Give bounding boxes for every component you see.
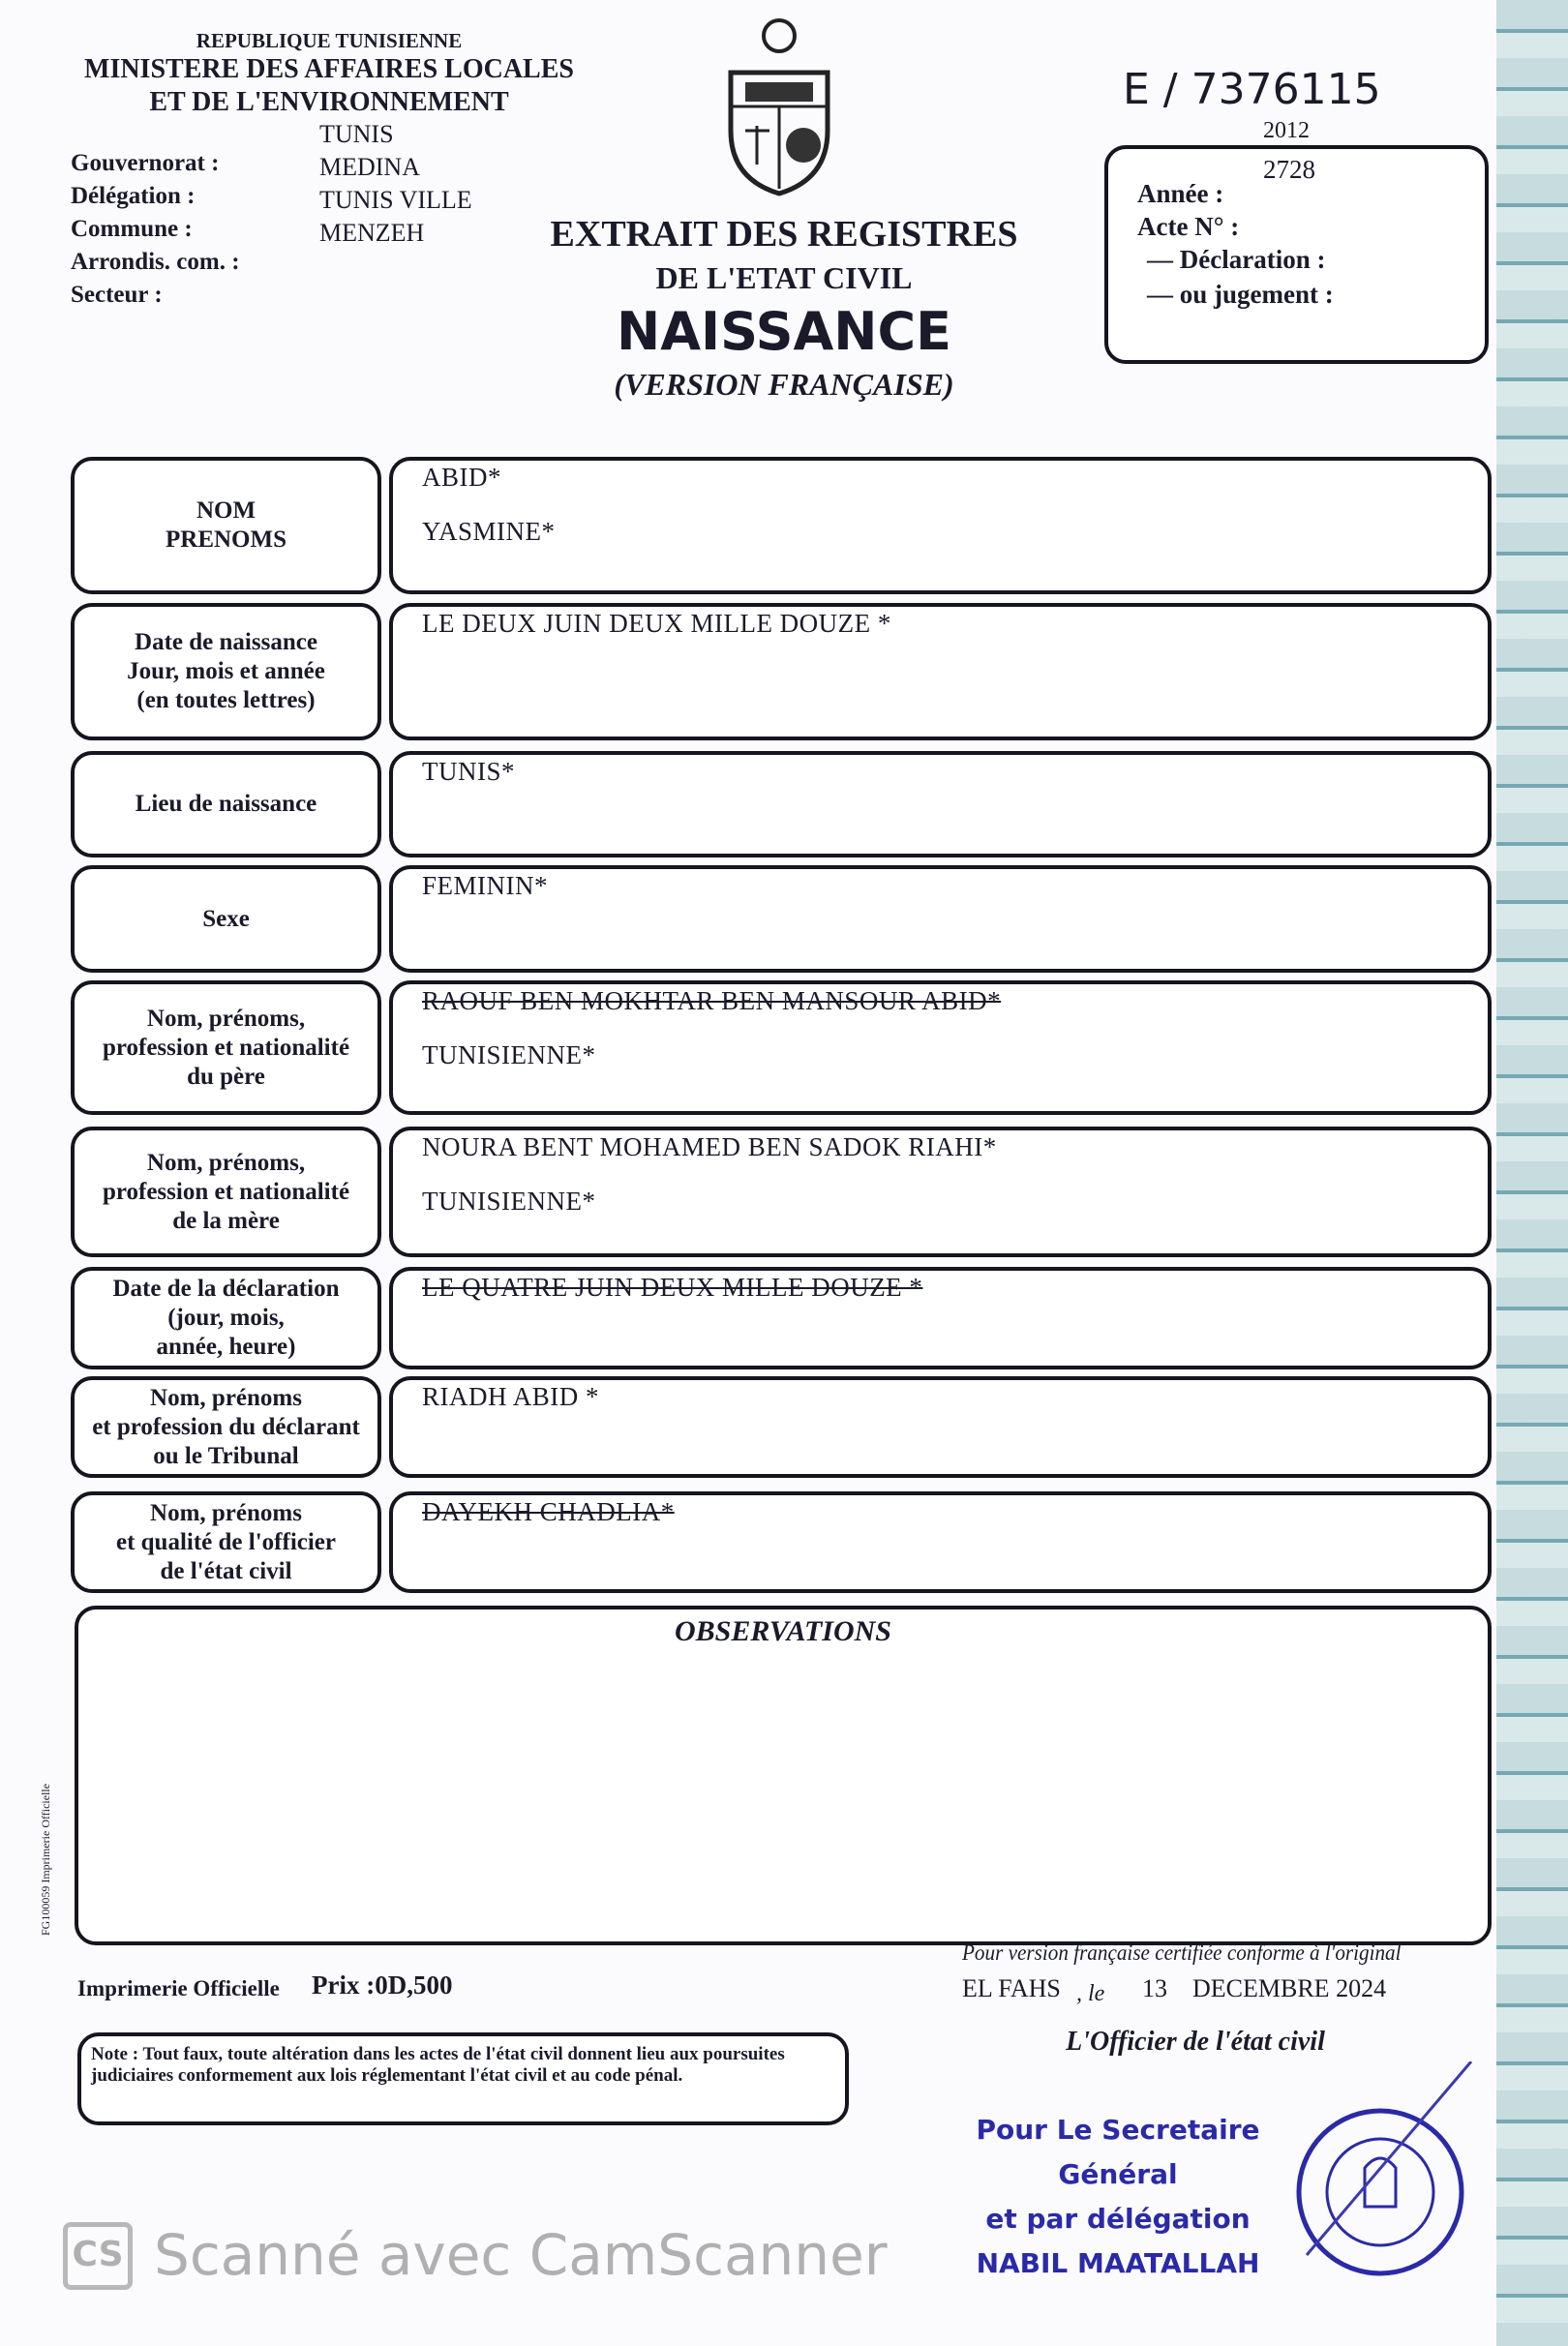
field-value: TUNISIENNE*: [422, 1187, 596, 1216]
field-label-box: [71, 1491, 381, 1593]
field-label: Nom, prénoms, profession et nationalité du père: [102, 1005, 350, 1090]
place-value: EL FAHS: [962, 1974, 1061, 2002]
field-value: LE QUATRE JUIN DEUX MILLE DOUZE *: [422, 1273, 923, 1302]
field-value: TUNIS*: [422, 757, 515, 786]
delegation-stamp: [953, 2108, 1282, 2286]
camscanner-logo: CS: [63, 2222, 133, 2290]
field-value-box: [389, 980, 1492, 1115]
observations-title: OBSERVATIONS: [675, 1615, 891, 1647]
arrondissement-value: MENZEH: [319, 219, 425, 247]
price-label: Prix :0D,500: [312, 1970, 453, 2000]
acte-year: 2012: [1263, 118, 1310, 143]
field-value: RAOUF BEN MOKHTAR BEN MANSOUR ABID*: [422, 986, 1002, 1015]
note-text: Note : Tout faux, toute altération dans les actes de l'état civil donnent lieu aux poursuites judiciaires conformement aux lois réglementant l'état civil et au code pénal.: [91, 2044, 785, 2086]
field-label-box: [71, 457, 381, 594]
field-label: Date de naissance Jour, mois et année (en toutes lettres): [127, 629, 325, 713]
field-label-box: [71, 980, 381, 1115]
field-value: TUNISIENNE*: [422, 1040, 596, 1069]
title-line1: EXTRAIT DES REGISTRES: [550, 214, 1018, 255]
field-value: RIADH ABID *: [422, 1382, 600, 1411]
printer-label: Imprimerie Officielle: [77, 1976, 280, 2000]
observations-box: [75, 1606, 1492, 1945]
field-value-box: [389, 865, 1492, 973]
field-label: NOM PRENOMS: [166, 497, 286, 553]
field-label: Nom, prénoms et profession du déclarant ou le Tribunal: [92, 1384, 360, 1469]
field-value: YASMINE*: [422, 517, 556, 546]
gouvernorat-value: TUNIS: [319, 120, 394, 148]
commune-value: TUNIS VILLE: [319, 186, 472, 214]
field-label: Sexe: [202, 905, 250, 932]
field-value-box: [389, 751, 1492, 857]
field-label: Lieu de naissance: [135, 791, 317, 817]
stamp-line1: Pour Le Secretaire: [976, 2114, 1260, 2146]
field-value: NOURA BENT MOHAMED BEN SADOK RIAHI*: [422, 1132, 997, 1161]
field-label-box: [71, 865, 381, 973]
acte-box: [1104, 145, 1489, 364]
field-label: Nom, prénoms et qualité de l'officier de l'état civil: [115, 1499, 336, 1584]
gouvernorat-label: Gouvernorat :: [71, 150, 220, 176]
republic-label: REPUBLIQUE TUNISIENNE: [196, 29, 463, 52]
date-month-year: DECEMBRE 2024: [1192, 1974, 1387, 2002]
field-label-box: [71, 603, 381, 740]
le-label: , le: [1076, 1981, 1105, 2006]
declaration-label: — Déclaration :: [1147, 245, 1326, 274]
stamp-name: NABIL MAATALLAH: [976, 2247, 1260, 2279]
secteur-label: Secteur :: [71, 282, 163, 308]
serial-number: E / 7376115: [1123, 65, 1381, 114]
field-value-box: [389, 603, 1492, 740]
acte-number: 2728: [1263, 155, 1315, 184]
field-label: Nom, prénoms, profession et nationalité de la mère: [102, 1149, 350, 1234]
version-label: (VERSION FRANÇAISE): [614, 367, 954, 402]
security-border: [1496, 0, 1568, 2346]
camscanner-watermark: Scanné avec CamScanner: [154, 2222, 888, 2288]
delegation-value: MEDINA: [319, 153, 420, 181]
field-value: ABID*: [422, 463, 501, 492]
field-label-box: [71, 1127, 381, 1257]
note-box: [77, 2032, 849, 2125]
field-value-box: [389, 1376, 1492, 1478]
field-value: DAYEKH CHADLIA*: [422, 1497, 675, 1526]
certification-text: Pour version française certifiée conforme à l'original: [962, 1940, 1402, 1965]
stamp-line2: Général: [1058, 2158, 1178, 2190]
official-seal: [1287, 2061, 1481, 2284]
annee-label: Année :: [1137, 179, 1224, 208]
field-value-box: [389, 457, 1492, 594]
field-value-box: [389, 1267, 1492, 1369]
title-line2: DE L'ETAT CIVIL: [655, 260, 913, 295]
acte-label: Acte N° :: [1137, 212, 1240, 241]
stamp-line3: et par délégation: [985, 2203, 1251, 2235]
field-value: FEMININ*: [422, 871, 548, 900]
delegation-label: Délégation :: [71, 183, 196, 209]
ministry-line2: ET DE L'ENVIRONNEMENT: [149, 87, 509, 117]
date-day: 13: [1142, 1974, 1167, 2002]
title-naissance: NAISSANCE: [617, 301, 951, 362]
field-label-box: [71, 1376, 381, 1478]
ministry-line1: MINISTERE DES AFFAIRES LOCALES: [84, 54, 574, 84]
field-label-box: [71, 751, 381, 857]
side-print: FG100059 Imprimerie Officielle: [39, 1783, 52, 1936]
arrondissement-label: Arrondis. com. :: [71, 249, 240, 275]
officer-title: L'Officier de l'état civil: [1066, 2027, 1325, 2057]
commune-label: Commune :: [71, 216, 193, 242]
field-label: Date de la déclaration (jour, mois, année, heure): [112, 1276, 340, 1360]
field-value-box: [389, 1491, 1492, 1593]
coat-of-arms-emblem: [716, 15, 842, 198]
field-value: LE DEUX JUIN DEUX MILLE DOUZE *: [422, 609, 891, 638]
field-value-box: [389, 1127, 1492, 1257]
field-label-box: [71, 1267, 381, 1369]
jugement-label: — ou jugement :: [1147, 280, 1334, 309]
